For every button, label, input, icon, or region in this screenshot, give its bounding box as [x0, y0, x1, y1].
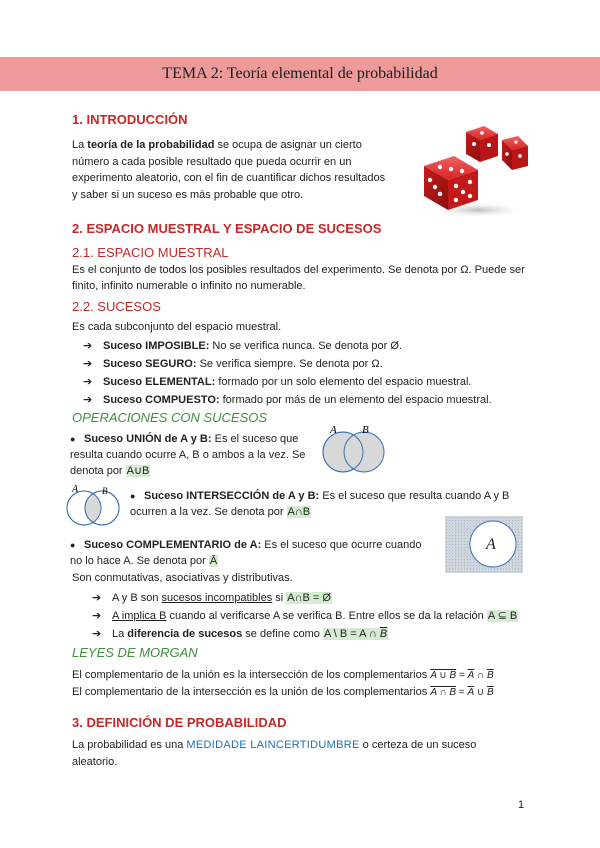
note-highlight: A∩B = Ø: [287, 592, 331, 604]
header-banner: [0, 57, 600, 91]
morgan-formula-right: $\overline{A}$: [467, 687, 475, 698]
bullet-icon: ●: [70, 540, 76, 550]
intersection-symbol: A∩B: [287, 506, 311, 518]
morgan-operator: ∪: [474, 687, 487, 698]
sucesos-list: [83, 337, 523, 409]
intersection-label: Suceso INTERSECCIÓN de A y B:: [144, 490, 320, 502]
arrow-icon: ➔: [92, 610, 102, 622]
note-text: A y B son: [112, 592, 162, 604]
sucesos-text: Es cada subconjunto del espacio muestral.: [72, 321, 282, 333]
note-underline: A implica B: [112, 610, 167, 622]
venn-label-b: B: [102, 486, 108, 496]
arrow-icon: ➔: [92, 628, 102, 640]
venn-label-b: B: [362, 424, 369, 436]
intersection-text: Es el suceso que resulta cuando A y B ocurren a la vez. Se denota por: [130, 490, 510, 518]
dice-image: [418, 120, 530, 218]
morgan-formula-left: A ∩ B: [430, 687, 457, 698]
note-highlight-part: $\overline{B}$: [379, 628, 388, 640]
complement-symbol: Ā: [209, 555, 218, 567]
section-heading-espacio: 2. ESPACIO MUESTRAL Y ESPACIO DE SUCESOS: [72, 221, 382, 236]
note-bold: diferencia de sucesos: [127, 628, 243, 640]
arrow-icon: ➔: [83, 358, 93, 370]
morgan-formula-right: $\overline{A}$: [467, 670, 475, 681]
complement-diagram: [445, 516, 523, 573]
list-item: [92, 607, 532, 625]
intro-bold: teoría de la probabilidad: [87, 139, 215, 151]
item-label: Suceso COMPUESTO:: [103, 394, 220, 406]
subheading-sucesos: 2.2. SUCESOS: [72, 299, 161, 314]
venn-union-diagram: [318, 420, 390, 478]
definicion-paragraph: [72, 737, 492, 770]
operaciones-heading: OPERACIONES CON SUCESOS: [72, 410, 268, 425]
morgan-formula-right: $\overline{B}$: [487, 687, 494, 698]
section-heading-definicion: 3. DEFINICIÓN DE PROBABILIDAD: [72, 715, 287, 730]
item-text: Se verifica siempre. Se denota por Ω.: [196, 358, 383, 370]
morgan-equals: =: [456, 687, 468, 698]
list-item: [83, 373, 523, 391]
morgan-laws: [72, 667, 532, 701]
venn-intersection-diagram: [62, 482, 128, 528]
arrow-icon: ➔: [83, 340, 93, 352]
morgan-law-1: [72, 667, 532, 684]
note-highlight: [323, 628, 388, 640]
subheading-espacio-muestral: 2.1. ESPACIO MUESTRAL: [72, 245, 229, 260]
morgan-equals: =: [456, 670, 468, 681]
arrow-icon: ➔: [83, 394, 93, 406]
list-item: [83, 391, 523, 409]
morgan-law-2: [72, 684, 532, 701]
espacio-muestral-text: Es el conjunto de todos los posibles resultados del experimento. Se denota por Ω. Puede ser finito, infinito numerable o infinito no numerable.: [72, 264, 525, 292]
definicion-text: o certeza de un suceso aleatorio.: [72, 739, 477, 768]
union-text: Es el suceso que resulta cuando ocurre A, B o ambos a la vez. Se denota por: [70, 433, 306, 477]
note-text: La: [112, 628, 128, 640]
note-underline: sucesos incompatibles: [161, 592, 273, 604]
morgan-law-text: El complementario de la intersección es la unión de los complementarios: [72, 686, 428, 698]
bullet-icon: ●: [130, 491, 136, 501]
union-symbol: A∪B: [126, 465, 150, 477]
page-number: 1: [518, 799, 525, 811]
item-label: Suceso ELEMENTAL:: [103, 376, 216, 388]
intro-rest: se ocupa de asignar un cierto número a cada posible resultado que pueda ocurrir en un experimento aleatorio, con el fin de cuantificar dichos resultados y saber si un suceso es más probable que otro.: [72, 139, 386, 201]
definicion-highlight: MEDIDADE LAINCERTIDUMBRE: [186, 739, 360, 751]
morgan-formula-right: $\overline{B}$: [487, 670, 494, 681]
note-highlight-part: A \ B = A ∩: [323, 628, 380, 640]
notes-list: [92, 589, 532, 643]
morgan-formula-left: A ∪ B: [430, 670, 457, 681]
venn-label-a: A: [330, 424, 337, 436]
union-label: Suceso UNIÓN de A y B:: [84, 433, 212, 445]
page-title: TEMA 2: Teoría elemental de probabilidad: [162, 65, 438, 82]
intro-paragraph: [72, 137, 392, 203]
list-item: [92, 589, 532, 607]
intro-lead: La: [72, 139, 88, 151]
note-text: se define como: [242, 628, 323, 640]
morgan-operator: ∩: [474, 670, 487, 681]
definicion-text: La probabilidad es una: [72, 739, 187, 751]
complement-paragraph: [70, 537, 430, 569]
list-item: [92, 625, 532, 643]
complement-text: Es el suceso que ocurre cuando no lo hace A. Se denota por: [70, 539, 422, 567]
section-heading-introduccion: 1. INTRODUCCIÓN: [72, 112, 188, 127]
complement-label: Suceso COMPLEMENTARIO de A:: [84, 539, 262, 551]
item-text: formado por más de un elemento del espacio muestral.: [219, 394, 492, 406]
complement-label-a: A: [486, 536, 496, 553]
item-label: Suceso SEGURO:: [103, 358, 197, 370]
union-paragraph: [70, 431, 310, 479]
note-text: cuando al verificarse A se verifica B. Entre ellos se da la relación: [166, 610, 487, 622]
note-highlight: A ⊆ B: [487, 610, 518, 622]
arrow-icon: ➔: [92, 592, 102, 604]
morgan-heading: LEYES DE MORGAN: [72, 645, 198, 660]
item-label: Suceso IMPOSIBLE:: [103, 340, 210, 352]
list-item: [83, 337, 523, 355]
bullet-icon: ●: [70, 434, 76, 444]
note-text: si: [272, 592, 287, 604]
item-text: No se verifica nunca. Se denota por Ø.: [209, 340, 402, 352]
venn-label-a: A: [72, 484, 79, 495]
list-item: [83, 355, 523, 373]
arrow-icon: ➔: [83, 376, 93, 388]
morgan-law-text: El complementario de la unión es la intersección de los complementarios: [72, 669, 428, 681]
properties-text: Son conmutativas, asociativas y distributivas.: [72, 572, 293, 584]
item-text: formado por un solo elemento del espacio muestral.: [215, 376, 472, 388]
